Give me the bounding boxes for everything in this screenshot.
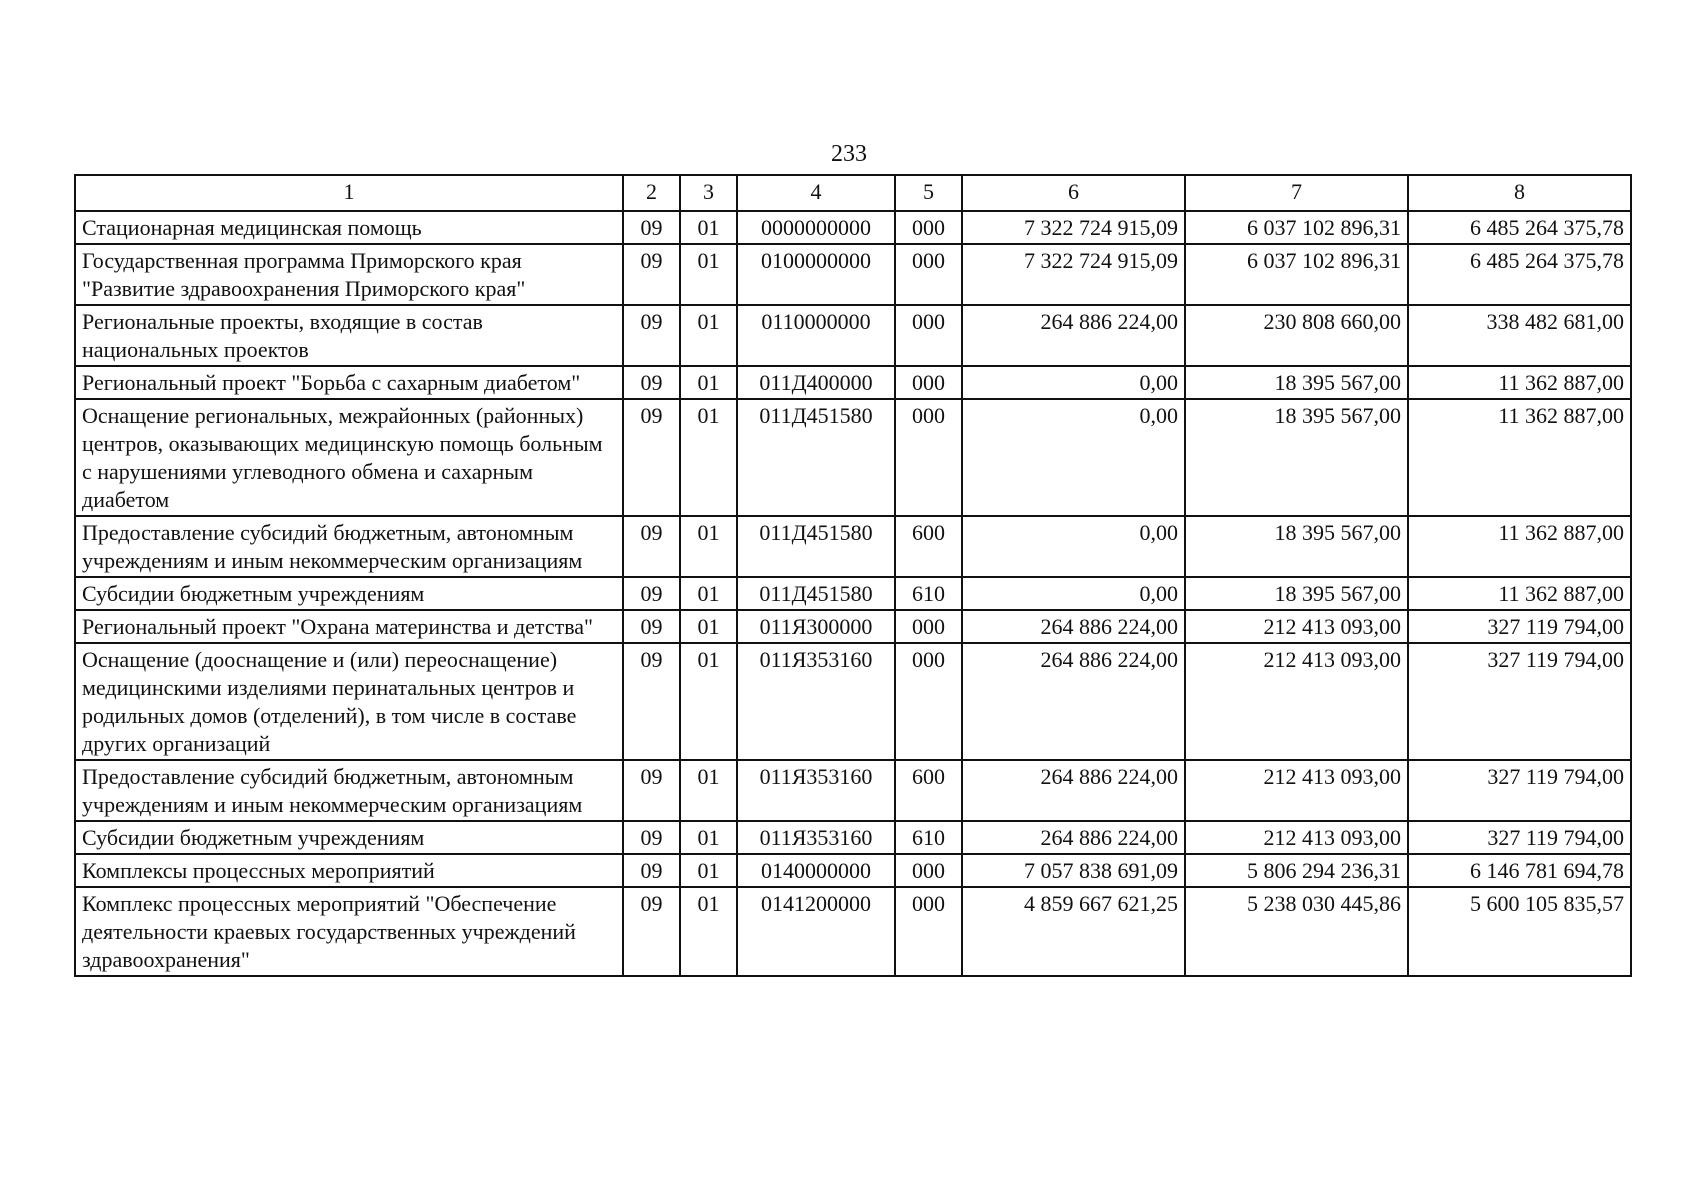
subsection-code: 01 — [680, 399, 737, 516]
amount-col-8: 338 482 681,00 — [1408, 305, 1631, 366]
target-article-code: 011Я353160 — [737, 760, 895, 821]
subsection-code: 01 — [680, 887, 737, 976]
expense-type-code: 000 — [895, 887, 962, 976]
section-code: 09 — [623, 610, 680, 643]
expense-type-code: 000 — [895, 643, 962, 760]
table-row — [75, 516, 1631, 577]
amount-col-7: 18 395 567,00 — [1185, 577, 1408, 610]
target-article-code: 0141200000 — [737, 887, 895, 976]
target-article-code: 0110000000 — [737, 305, 895, 366]
amount-col-8: 6 485 264 375,78 — [1408, 211, 1631, 244]
section-code: 09 — [623, 854, 680, 887]
expense-type-code: 000 — [895, 854, 962, 887]
amount-col-7: 212 413 093,00 — [1185, 610, 1408, 643]
amount-col-6: 264 886 224,00 — [962, 821, 1185, 854]
amount-col-6: 264 886 224,00 — [962, 305, 1185, 366]
subsection-code: 01 — [680, 244, 737, 305]
amount-col-7: 6 037 102 896,31 — [1185, 244, 1408, 305]
section-code: 09 — [623, 821, 680, 854]
amount-col-7: 230 808 660,00 — [1185, 305, 1408, 366]
subsection-code: 01 — [680, 821, 737, 854]
amount-col-7: 212 413 093,00 — [1185, 643, 1408, 760]
section-code: 09 — [623, 211, 680, 244]
subsection-code: 01 — [680, 211, 737, 244]
section-code: 09 — [623, 577, 680, 610]
section-code: 09 — [623, 887, 680, 976]
row-name: Стационарная медицинская помощь — [75, 211, 623, 244]
header-row — [75, 175, 1631, 211]
amount-col-8: 5 600 105 835,57 — [1408, 887, 1631, 976]
amount-col-8: 11 362 887,00 — [1408, 577, 1631, 610]
amount-col-6: 264 886 224,00 — [962, 643, 1185, 760]
header-cell: 7 — [1185, 175, 1408, 211]
table-row — [75, 887, 1631, 976]
header-cell: 2 — [623, 175, 680, 211]
subsection-code: 01 — [680, 577, 737, 610]
header-cell: 8 — [1408, 175, 1631, 211]
header-cell: 1 — [75, 175, 623, 211]
amount-col-8: 6 485 264 375,78 — [1408, 244, 1631, 305]
target-article-code: 011Я300000 — [737, 610, 895, 643]
amount-col-8: 327 119 794,00 — [1408, 643, 1631, 760]
amount-col-7: 18 395 567,00 — [1185, 399, 1408, 516]
subsection-code: 01 — [680, 643, 737, 760]
subsection-code: 01 — [680, 305, 737, 366]
amount-col-7: 18 395 567,00 — [1185, 366, 1408, 399]
row-name: Субсидии бюджетным учреждениям — [75, 821, 623, 854]
expense-type-code: 000 — [895, 211, 962, 244]
amount-col-6: 0,00 — [962, 577, 1185, 610]
amount-col-6: 0,00 — [962, 366, 1185, 399]
target-article-code: 011Я353160 — [737, 643, 895, 760]
amount-col-7: 212 413 093,00 — [1185, 760, 1408, 821]
row-name: Государственная программа Приморского края "Развитие здравоохранения Приморского края" — [75, 244, 623, 305]
row-name: Оснащение (дооснащение и (или) переоснащение) медицинскими изделиями перинатальных центров и родильных домов (отделений), в том числе в составе других организаций — [75, 643, 623, 760]
amount-col-6: 0,00 — [962, 516, 1185, 577]
row-name: Региональные проекты, входящие в состав национальных проектов — [75, 305, 623, 366]
section-code: 09 — [623, 760, 680, 821]
row-name: Региональный проект "Борьба с сахарным диабетом" — [75, 366, 623, 399]
table-row — [75, 399, 1631, 516]
section-code: 09 — [623, 643, 680, 760]
amount-col-8: 327 119 794,00 — [1408, 760, 1631, 821]
row-name: Субсидии бюджетным учреждениям — [75, 577, 623, 610]
amount-col-7: 212 413 093,00 — [1185, 821, 1408, 854]
section-code: 09 — [623, 399, 680, 516]
amount-col-7: 18 395 567,00 — [1185, 516, 1408, 577]
header-cell: 4 — [737, 175, 895, 211]
amount-col-6: 264 886 224,00 — [962, 760, 1185, 821]
subsection-code: 01 — [680, 610, 737, 643]
amount-col-6: 7 057 838 691,09 — [962, 854, 1185, 887]
amount-col-8: 11 362 887,00 — [1408, 516, 1631, 577]
row-name: Региональный проект "Охрана материнства и детства" — [75, 610, 623, 643]
target-article-code: 0000000000 — [737, 211, 895, 244]
header-cell: 6 — [962, 175, 1185, 211]
expense-type-code: 610 — [895, 577, 962, 610]
row-name: Комплексы процессных мероприятий — [75, 854, 623, 887]
subsection-code: 01 — [680, 516, 737, 577]
target-article-code: 011Д451580 — [737, 399, 895, 516]
table-row — [75, 643, 1631, 760]
amount-col-7: 6 037 102 896,31 — [1185, 211, 1408, 244]
row-name: Предоставление субсидий бюджетным, автономным учреждениям и иным некоммерческим организациям — [75, 760, 623, 821]
amount-col-8: 6 146 781 694,78 — [1408, 854, 1631, 887]
expense-type-code: 000 — [895, 610, 962, 643]
page-number: 233 — [831, 141, 867, 167]
table-row — [75, 821, 1631, 854]
table-row — [75, 244, 1631, 305]
amount-col-7: 5 806 294 236,31 — [1185, 854, 1408, 887]
target-article-code: 011Я353160 — [737, 821, 895, 854]
target-article-code: 011Д400000 — [737, 366, 895, 399]
row-name: Оснащение региональных, межрайонных (районных) центров, оказывающих медицинскую помощь больным с нарушениями углеводного обмена и сахарным диабетом — [75, 399, 623, 516]
expense-type-code: 000 — [895, 399, 962, 516]
table-row — [75, 577, 1631, 610]
amount-col-6: 4 859 667 621,25 — [962, 887, 1185, 976]
subsection-code: 01 — [680, 854, 737, 887]
table-row — [75, 854, 1631, 887]
section-code: 09 — [623, 244, 680, 305]
amount-col-6: 7 322 724 915,09 — [962, 211, 1185, 244]
section-code: 09 — [623, 305, 680, 366]
expense-type-code: 610 — [895, 821, 962, 854]
row-name: Комплекс процессных мероприятий "Обеспечение деятельности краевых государственных учреждений здравоохранения" — [75, 887, 623, 976]
amount-col-6: 0,00 — [962, 399, 1185, 516]
header-cell: 3 — [680, 175, 737, 211]
amount-col-6: 264 886 224,00 — [962, 610, 1185, 643]
amount-col-8: 11 362 887,00 — [1408, 399, 1631, 516]
row-name: Предоставление субсидий бюджетным, автономным учреждениям и иным некоммерческим организациям — [75, 516, 623, 577]
target-article-code: 0140000000 — [737, 854, 895, 887]
expense-type-code: 000 — [895, 305, 962, 366]
table-row — [75, 366, 1631, 399]
subsection-code: 01 — [680, 366, 737, 399]
amount-col-8: 11 362 887,00 — [1408, 366, 1631, 399]
table-row — [75, 760, 1631, 821]
amount-col-8: 327 119 794,00 — [1408, 610, 1631, 643]
section-code: 09 — [623, 366, 680, 399]
target-article-code: 0100000000 — [737, 244, 895, 305]
table-row — [75, 610, 1631, 643]
expense-type-code: 000 — [895, 244, 962, 305]
subsection-code: 01 — [680, 760, 737, 821]
amount-col-6: 7 322 724 915,09 — [962, 244, 1185, 305]
amount-col-8: 327 119 794,00 — [1408, 821, 1631, 854]
expense-type-code: 600 — [895, 760, 962, 821]
expense-type-code: 600 — [895, 516, 962, 577]
target-article-code: 011Д451580 — [737, 516, 895, 577]
expense-type-code: 000 — [895, 366, 962, 399]
section-code: 09 — [623, 516, 680, 577]
header-cell: 5 — [895, 175, 962, 211]
table-row — [75, 305, 1631, 366]
amount-col-7: 5 238 030 445,86 — [1185, 887, 1408, 976]
target-article-code: 011Д451580 — [737, 577, 895, 610]
budget-table — [74, 174, 1632, 977]
table-row — [75, 211, 1631, 244]
